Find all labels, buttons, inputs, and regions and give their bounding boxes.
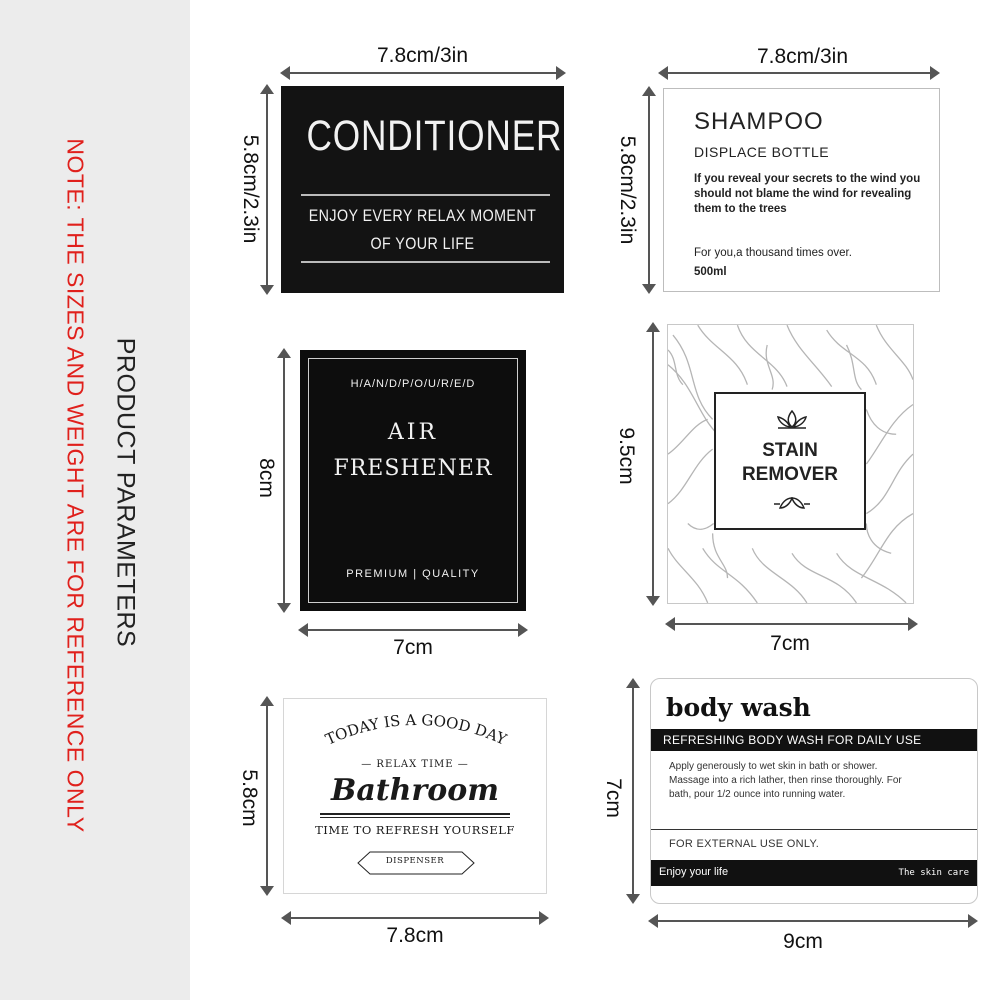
divider <box>320 817 510 818</box>
reference-note: NOTE: THE SIZES AND WEIGHT ARE FOR REFERENCE ONLY <box>62 138 89 833</box>
shampoo-footer: For you,a thousand times over. <box>694 247 852 259</box>
body-wash-warning: FOR EXTERNAL USE ONLY. <box>669 838 820 850</box>
shampoo-height-label: 5.8cm/2.3in <box>616 135 639 245</box>
stain-remover-width-arrow <box>667 623 916 625</box>
bathroom-subtitle: TIME TO REFRESH YOURSELF <box>315 823 515 837</box>
shampoo-label <box>663 88 940 292</box>
air-freshener-height-label: 8cm <box>255 458 278 498</box>
stain-remover-title-1: STAIN <box>762 440 818 461</box>
body-wash-label <box>650 678 978 904</box>
bathroom-arc-text: TODAY IS A GOOD DAY <box>322 710 510 749</box>
lotus-ornament-icon <box>772 408 812 430</box>
body-wash-width-arrow <box>650 920 976 922</box>
stain-remover-width-label: 7cm <box>770 632 810 655</box>
air-freshener-label <box>300 350 526 611</box>
body-wash-height-arrow <box>632 680 634 902</box>
air-freshener-height-arrow <box>283 350 285 611</box>
bathroom-dispenser-text: DISPENSER <box>385 856 445 866</box>
body-wash-footer-left: Enjoy your life <box>659 866 729 878</box>
divider <box>320 813 510 815</box>
bathroom-label <box>283 698 547 894</box>
shampoo-width-label: 7.8cm/3in <box>756 45 849 68</box>
divider <box>301 194 550 196</box>
body-wash-title: body wash <box>666 693 811 722</box>
bathroom-height-label: 5.8cm <box>238 769 261 827</box>
bathroom-height-arrow <box>266 698 268 894</box>
body-wash-width-label: 9cm <box>783 930 823 953</box>
bathroom-width-label: 7.8cm <box>386 924 444 947</box>
conditioner-height-label: 5.8cm/2.3in <box>239 134 262 244</box>
body-wash-directions: Apply generously to wet skin in bath or shower. Massage into a rich lather, then rinse thoroughly. For bath, pour 1/2 ounce into running water. <box>669 761 902 800</box>
leaf-ornament-icon <box>772 494 812 514</box>
body-wash-height-label: 7cm <box>602 778 625 818</box>
air-freshener-title-1: AIR <box>387 420 439 445</box>
air-freshener-title-2: FRESHENER <box>333 456 493 481</box>
conditioner-tagline-1: ENJOY EVERY RELAX MOMENT <box>308 206 537 225</box>
conditioner-height-arrow <box>266 86 268 293</box>
body-wash-band <box>651 729 977 751</box>
stain-remover-height-arrow <box>652 324 654 604</box>
divider <box>651 829 977 830</box>
conditioner-width-label: 7.8cm/3in <box>376 44 469 67</box>
shampoo-height-arrow <box>648 88 650 292</box>
shampoo-quote: If you reveal your secrets to the wind you should not blame the wind for revealing them to the trees <box>694 173 921 215</box>
conditioner-title: CONDITIONER <box>306 112 563 160</box>
conditioner-tagline-2: OF YOUR LIFE <box>370 234 475 253</box>
conditioner-label <box>281 86 564 293</box>
svg-text:TODAY IS A GOOD DAY <box>323 711 511 749</box>
shampoo-title: SHAMPOO <box>694 108 824 135</box>
air-freshener-width-arrow <box>300 629 526 631</box>
shampoo-width-arrow <box>660 72 938 74</box>
stain-remover-height-label: 9.5cm <box>615 427 638 485</box>
body-wash-footer-band <box>651 860 977 886</box>
shampoo-volume: 500ml <box>694 266 727 278</box>
stain-remover-panel <box>714 392 866 530</box>
air-freshener-footer: PREMIUM | QUALITY <box>346 568 480 580</box>
air-freshener-top-text: H/A/N/D/P/O/U/R/E/D <box>350 378 476 390</box>
stain-remover-label <box>667 324 914 604</box>
bathroom-width-arrow <box>283 917 547 919</box>
bathroom-title: Bathroom <box>330 773 500 808</box>
body-wash-footer-right: The skin care <box>898 868 969 878</box>
shampoo-subtitle: DISPLACE BOTTLE <box>694 144 830 160</box>
sidebar <box>0 0 190 1000</box>
divider <box>301 261 550 263</box>
bathroom-relax-text: — RELAX TIME — <box>361 759 469 770</box>
stain-remover-title-2: REMOVER <box>741 464 839 485</box>
product-parameters-title: PRODUCT PARAMETERS <box>111 337 140 648</box>
conditioner-width-arrow <box>282 72 564 74</box>
air-freshener-width-label: 7cm <box>393 636 433 659</box>
body-wash-band-text: REFRESHING BODY WASH FOR DAILY USE <box>663 733 922 747</box>
